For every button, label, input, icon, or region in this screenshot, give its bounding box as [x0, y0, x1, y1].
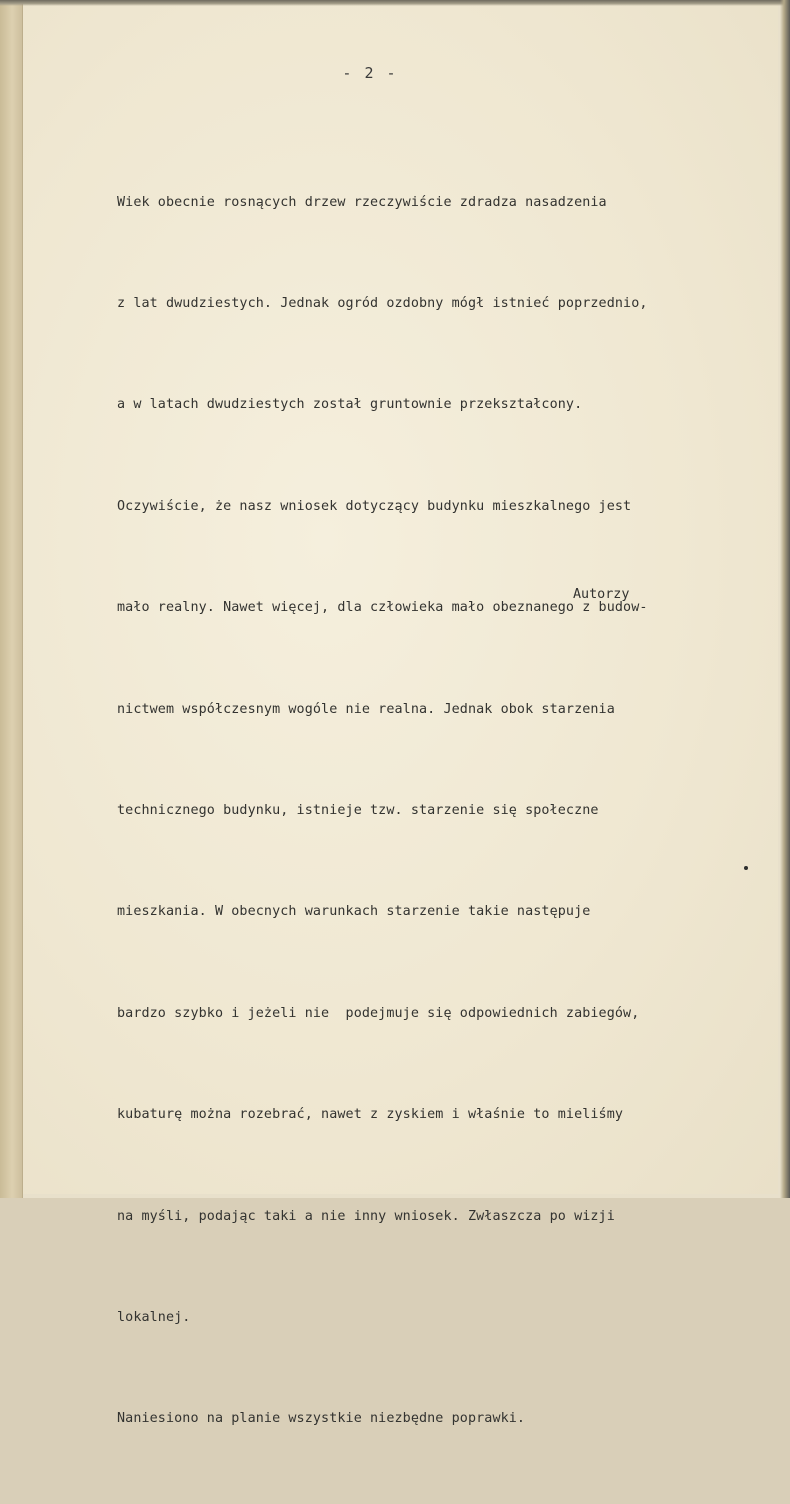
text-line: technicznego budynku, istnieje tzw. starzenie się społeczne [117, 802, 599, 818]
text-line: bardzo szybko i jeżeli nie podejmuje się odpowiednich zabiegów, [117, 1005, 640, 1021]
page-number: - 2 - [342, 64, 398, 82]
text-line: a w latach dwudziestych został gruntownie przekształcony. [117, 397, 583, 413]
signature: Autorzy [573, 587, 630, 602]
text-line: mieszkania. W obecnych warunkach starzenie takie następuje [117, 904, 591, 920]
text-line: Naniesiono na planie wszystkie niezbędne poprawki. [117, 1411, 526, 1427]
ink-speck [744, 866, 748, 870]
text-line: nictwem współczesnym wogóle nie realna. Jednak obok starzenia [117, 701, 615, 717]
text-line: Oczywiście, że nasz wniosek dotyczący budynku mieszkalnego jest [117, 498, 632, 514]
text-line: lokalnej. [117, 1309, 191, 1325]
top-edge [0, 0, 790, 6]
text-line: mało realny. Nawet więcej, dla człowieka mało obeznanego z budow- [117, 600, 648, 616]
body-text [117, 118, 787, 1504]
text-line: Wiek obecnie rosnących drzew rzeczywiście zdradza nasadzenia [117, 194, 607, 210]
text-line: na myśli, podając taki a nie inny wniosek. Zwłaszcza po wizji [117, 1208, 615, 1224]
text-line: z lat dwudziestych. Jednak ogród ozdobny mógł istnieć poprzednio, [117, 295, 648, 311]
text-line: kubaturę można rozebrać, nawet z zyskiem i właśnie to mieliśmy [117, 1107, 624, 1123]
binding-edge [0, 0, 23, 1198]
